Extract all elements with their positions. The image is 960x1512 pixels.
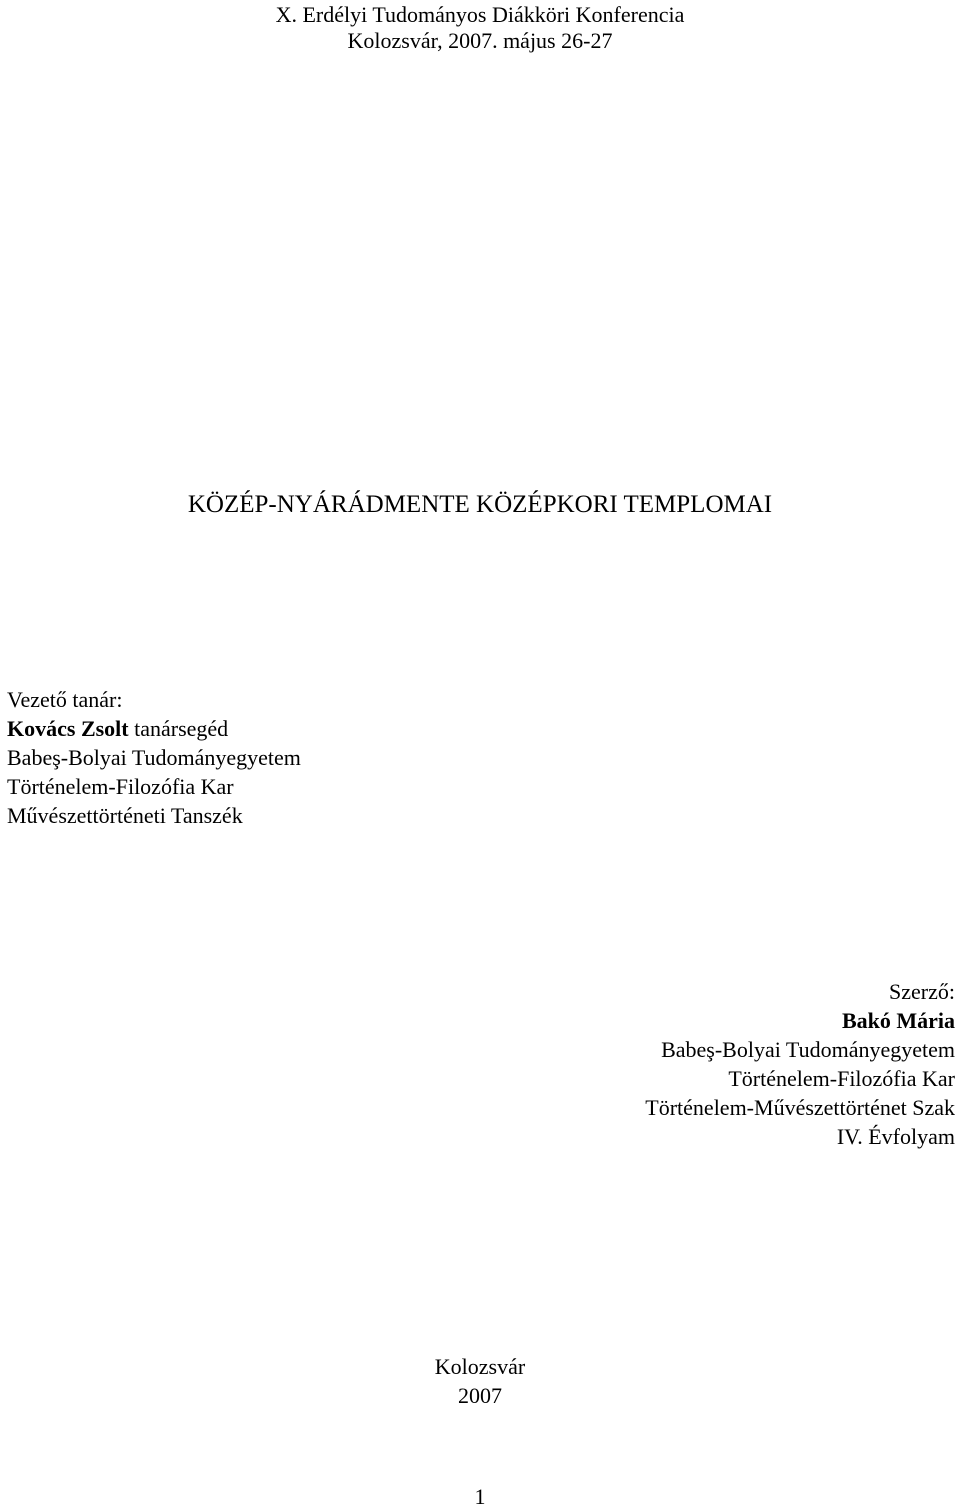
supervisor-heading: Vezető tanár:: [7, 687, 123, 712]
footer-year: 2007: [458, 1383, 502, 1408]
page-number: 1: [474, 1484, 486, 1509]
document-title: KÖZÉP-NYÁRÁDMENTE KÖZÉPKORI TEMPLOMAI: [187, 491, 773, 518]
supervisor-line: [7, 714, 228, 744]
supervisor-university: Babeş-Bolyai Tudományegyetem: [7, 745, 301, 770]
author-heading: Szerző:: [889, 979, 955, 1004]
author-name: Bakó Mária: [841, 1008, 955, 1033]
supervisor-role: tanársegéd: [128, 716, 229, 741]
author-faculty: Történelem-Filozófia Kar: [728, 1066, 955, 1091]
supervisor-department: Művészettörténeti Tanszék: [7, 803, 243, 828]
author-university: Babeş-Bolyai Tudományegyetem: [661, 1037, 955, 1062]
footer-city: Kolozsvár: [434, 1354, 526, 1379]
conference-place-date: Kolozsvár, 2007. május 26-27: [347, 28, 613, 53]
supervisor-faculty: Történelem-Filozófia Kar: [7, 774, 234, 799]
conference-name: X. Erdélyi Tudományos Diákköri Konferencia: [275, 2, 685, 27]
author-year: IV. Évfolyam: [836, 1124, 955, 1149]
author-program: Történelem-Művészettörténet Szak: [645, 1095, 955, 1120]
supervisor-name: Kovács Zsolt: [7, 716, 129, 741]
